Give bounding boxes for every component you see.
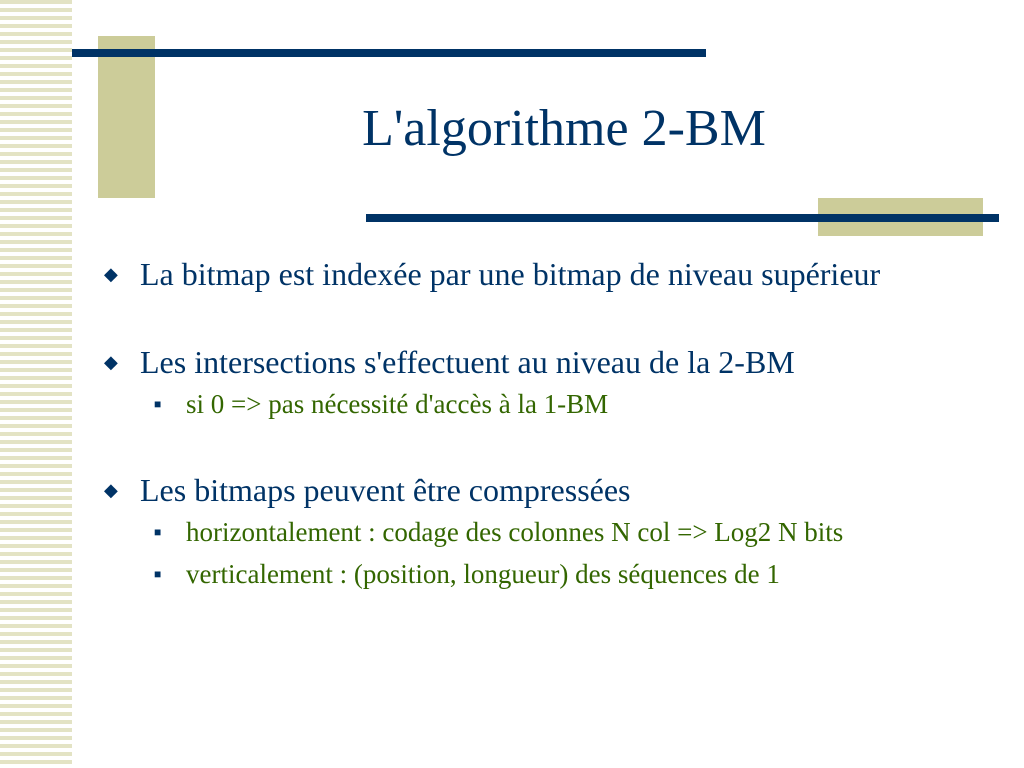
sub-bullet-list bbox=[140, 514, 984, 592]
sub-bullet-list bbox=[140, 386, 984, 422]
slide-title: L'algorithme 2-BM bbox=[362, 100, 766, 157]
sub-bullet-text: verticalement : (position, longueur) des séquences de 1 bbox=[186, 559, 780, 589]
bullet-text: Les intersections s'effectuent au niveau de la 2-BM bbox=[140, 344, 795, 380]
diamond-icon: ◆ bbox=[104, 264, 118, 284]
top-title-rule bbox=[72, 49, 706, 57]
bullet-text: Les bitmaps peuvent être compressées bbox=[140, 472, 631, 508]
bullet-item bbox=[104, 342, 984, 422]
bullet-item bbox=[104, 470, 984, 592]
sub-bullet-text: horizontalement : codage des colonnes N col => Log2 N bits bbox=[186, 517, 844, 547]
square-icon: ■ bbox=[154, 397, 162, 411]
sub-bullet-text: si 0 => pas nécessité d'accès à la 1-BM bbox=[186, 389, 609, 419]
bullet-item bbox=[104, 254, 984, 294]
square-icon: ■ bbox=[154, 567, 162, 581]
bullet-text: La bitmap est indexée par une bitmap de niveau supérieur bbox=[140, 256, 881, 292]
diamond-icon: ◆ bbox=[104, 480, 118, 500]
sub-bullet-item bbox=[140, 514, 984, 550]
square-icon: ■ bbox=[154, 525, 162, 539]
sub-bullet-item bbox=[140, 556, 984, 592]
bottom-title-rule bbox=[366, 214, 999, 222]
bullet-list bbox=[104, 254, 984, 592]
diamond-icon: ◆ bbox=[104, 352, 118, 372]
left-stripe-decoration bbox=[0, 0, 72, 768]
top-left-accent-block bbox=[98, 36, 155, 198]
sub-bullet-item bbox=[140, 386, 984, 422]
